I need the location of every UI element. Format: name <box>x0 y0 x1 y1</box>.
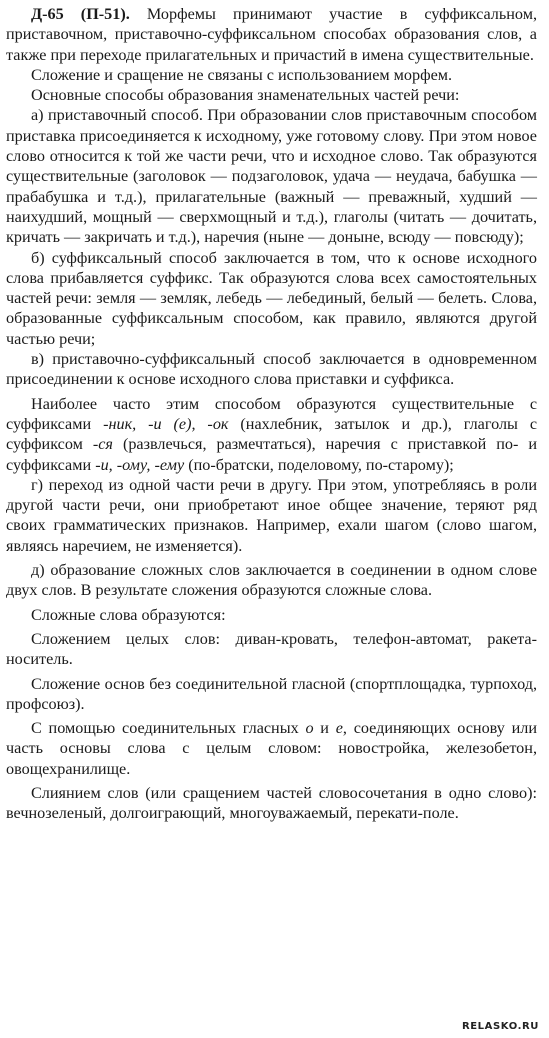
paragraph-prefix-suffix-examples <box>6 394 537 475</box>
paragraph-suffix-method: б) суффиксальный способ заключается в том, что к основе исходного слова прибавляется суффикс. Так образуются слова всех самостоятельных частей речи: земля — земляк, лебедь — лебединый, белый — белеть. Слова, образованные суффиксальным способом, как правило, являются другой частью речи; <box>6 248 537 348</box>
paragraph-whole-words: Сложением целых слов: диван-кровать, телефон-автомат, ракета-носитель. <box>6 629 537 669</box>
paragraph-compound-words: д) образование сложных слов заключается в соединении в одном слове двух слов. В результате сложения образуются сложные слова. <box>6 561 537 600</box>
paragraph-main-methods: Основные способы образования знаменательных частей речи: <box>31 86 460 105</box>
paragraph-prefix-suffix-method: в) приставочно-суффиксальный способ заключается в одновременном присоединении к основе исходного слова приставки и суффикса. <box>6 350 537 389</box>
paragraph-compounding-note: Сложение и сращение не связаны с использованием морфем. <box>31 65 453 84</box>
suffix-list: -ник, -и (е), -ок <box>103 414 229 433</box>
paragraph-connecting-vowels <box>6 718 537 779</box>
text-segment: и <box>313 719 336 738</box>
heading-text: Морфемы принимают участие в суффиксальном, приставочном, приставочно-суффиксальном способах образования слов, а также при переходе прилагательных и причастий в имена существительные. <box>6 5 538 64</box>
text-segment: (по-братски, поделовому, по-старому); <box>184 455 454 474</box>
paragraph-prefix-method: а) приставочный способ. При образовании слов приставочным способом приставка присоединяется к исходному, уже готовому слову. При этом новое слово относится к той же части речи, что и исходное слово. Так образуются существительные (заголовок — подзаголовок, удача — неудача, бабушка — прабабушка и т.д.), прилагательные (важный — преважный, худший — наихудший, мощный — сверхмощный и т.д.), глаголы (читать — дочитать, кричать — закричать и т.д.), наречия (ныне — доныне, всюду — повсюду); <box>6 106 537 247</box>
textbook-page <box>6 4 537 824</box>
suffix-list-adverb: -и, -ому, -ему <box>95 455 185 474</box>
vowel-e: е <box>335 719 343 738</box>
heading-paragraph <box>6 4 537 65</box>
text-segment: Наиболее часто этим способом образуются существительные с суффиксами <box>6 394 537 433</box>
paragraph-stems-no-vowel: Сложение основ без соединительной гласной (спортплощадка, турпоход, профсоюз). <box>6 674 537 713</box>
text-segment: (нахлебник, затылок и др.), глаголы с суффиксом <box>6 414 538 454</box>
vowel-o: о <box>305 719 314 738</box>
paragraph-fusion: Слиянием слов (или сращением частей словосочетания в одно слово): вечнозеленый, долгоиграющий, многоуважаемый, перекати-поле. <box>6 783 537 823</box>
site-watermark: RELASKO.RU <box>461 1021 539 1032</box>
text-segment: (развлечься, размечтаться), наречия с приставкой по- и суффиксами <box>6 435 537 474</box>
exercise-label: Д-65 (П-51). <box>31 5 130 23</box>
text-segment: С помощью соединительных гласных <box>31 719 306 738</box>
suffix-sya: -ся <box>92 435 113 454</box>
paragraph-compound-intro: Сложные слова образуются: <box>31 605 226 624</box>
text-segment: , соединяющих основу или часть основы слова с целым словом: новостройка, железобетон, овощехранилище. <box>6 719 537 778</box>
paragraph-conversion: г) переход из одной части речи в другу. При этом, употребляясь в роли другой части речи, они приобретают иное общее значение, теряют ряд своих грамматических признаков. Например, ехали шагом (слово шагом, являясь наречием, не изменяется). <box>6 475 537 555</box>
